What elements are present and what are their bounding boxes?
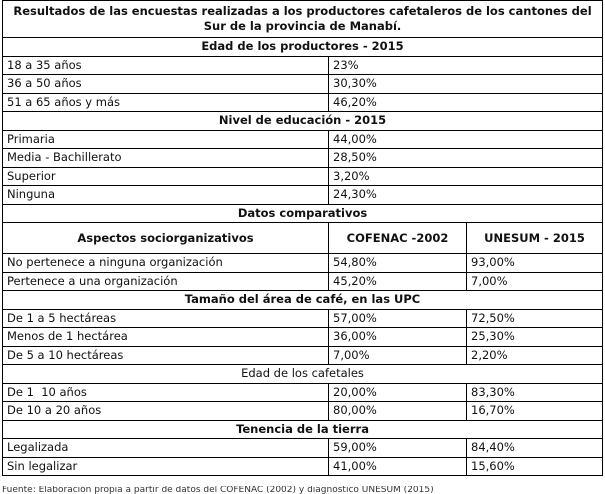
table-title-row: [3, 1, 603, 38]
table-row: [3, 93, 603, 112]
table-row: [3, 254, 603, 273]
section-heading-row: [3, 420, 603, 439]
row-label: Superior: [3, 167, 329, 186]
row-label: Pertenece a una organización: [3, 272, 329, 291]
row-value-cofenac: 80,00%: [329, 402, 467, 421]
table-row: [3, 75, 603, 94]
row-value: 28,50%: [329, 149, 603, 168]
section-heading-educacion: Nivel de educación - 2015: [3, 112, 603, 131]
table-footnote: Fuente: Elaboración propia a partir de datos del COFENAC (2002) y diagnóstico UNESUM (2015): [2, 486, 434, 494]
row-label: Menos de 1 hectárea: [3, 328, 329, 347]
row-label: No pertenece a ninguna organización: [3, 254, 329, 273]
row-value: 3,20%: [329, 167, 603, 186]
row-value-cofenac: 45,20%: [329, 272, 467, 291]
section-heading-row: [3, 291, 603, 310]
row-label: Ninguna: [3, 186, 329, 205]
table-row: [3, 149, 603, 168]
row-value-cofenac: 36,00%: [329, 328, 467, 347]
row-label: 51 a 65 años y más: [3, 93, 329, 112]
row-value-unesum: 16,70%: [467, 402, 603, 421]
section-heading-row: [3, 38, 603, 57]
table-row: [3, 328, 603, 347]
row-value: 23%: [329, 56, 603, 75]
column-header-unesum: UNESUM - 2015: [467, 223, 603, 254]
survey-results-table: [2, 0, 603, 476]
row-label: Sin legalizar: [3, 457, 329, 476]
row-value-cofenac: 54,80%: [329, 254, 467, 273]
row-label: Primaria: [3, 130, 329, 149]
section-heading-cafetales: Edad de los cafetales: [3, 365, 603, 384]
section-heading-row: [3, 204, 603, 223]
section-heading-comparativos: Datos comparativos: [3, 204, 603, 223]
row-label: 18 a 35 años: [3, 56, 329, 75]
row-value-cofenac: 41,00%: [329, 457, 467, 476]
row-label: De 1 a 5 hectáreas: [3, 309, 329, 328]
table-row: [3, 272, 603, 291]
row-value-cofenac: 7,00%: [329, 346, 467, 365]
row-value-unesum: 72,50%: [467, 309, 603, 328]
row-value: 30,30%: [329, 75, 603, 94]
row-value-unesum: 25,30%: [467, 328, 603, 347]
table-title: Resultados de las encuestas realizadas a los productores cafetaleros de los cantones del Sur de la provincia de Manabí.: [3, 1, 603, 38]
row-value: 46,20%: [329, 93, 603, 112]
row-label: De 5 a 10 hectáreas: [3, 346, 329, 365]
row-label: 36 a 50 años: [3, 75, 329, 94]
row-value-cofenac: 59,00%: [329, 439, 467, 458]
table-row: [3, 130, 603, 149]
survey-results-table-container: [2, 0, 602, 476]
table-row: [3, 186, 603, 205]
table-row: [3, 402, 603, 421]
row-value-cofenac: 57,00%: [329, 309, 467, 328]
column-header-cofenac: COFENAC -2002: [329, 223, 467, 254]
row-value-unesum: 84,40%: [467, 439, 603, 458]
section-heading-row: [3, 365, 603, 384]
table-row: [3, 56, 603, 75]
row-value-unesum: 93,00%: [467, 254, 603, 273]
table-row: [3, 383, 603, 402]
table-row: [3, 457, 603, 476]
section-heading-tenencia: Tenencia de la tierra: [3, 420, 603, 439]
table-row: [3, 346, 603, 365]
section-heading-edad: Edad de los productores - 2015: [3, 38, 603, 57]
row-label: Legalizada: [3, 439, 329, 458]
table-row: [3, 439, 603, 458]
column-header-aspectos: Aspectos sociorganizativos: [3, 223, 329, 254]
row-label: Media - Bachillerato: [3, 149, 329, 168]
row-value-unesum: 2,20%: [467, 346, 603, 365]
row-value: 44,00%: [329, 130, 603, 149]
row-value-unesum: 83,30%: [467, 383, 603, 402]
section-heading-area: Tamaño del área de café, en las UPC: [3, 291, 603, 310]
row-value: 24,30%: [329, 186, 603, 205]
row-value-unesum: 15,60%: [467, 457, 603, 476]
row-label: De 1 10 años: [3, 383, 329, 402]
table-row: [3, 309, 603, 328]
section-heading-row: [3, 112, 603, 131]
column-header-row: [3, 223, 603, 254]
row-value-cofenac: 20,00%: [329, 383, 467, 402]
row-label: De 10 a 20 años: [3, 402, 329, 421]
table-row: [3, 167, 603, 186]
row-value-unesum: 7,00%: [467, 272, 603, 291]
